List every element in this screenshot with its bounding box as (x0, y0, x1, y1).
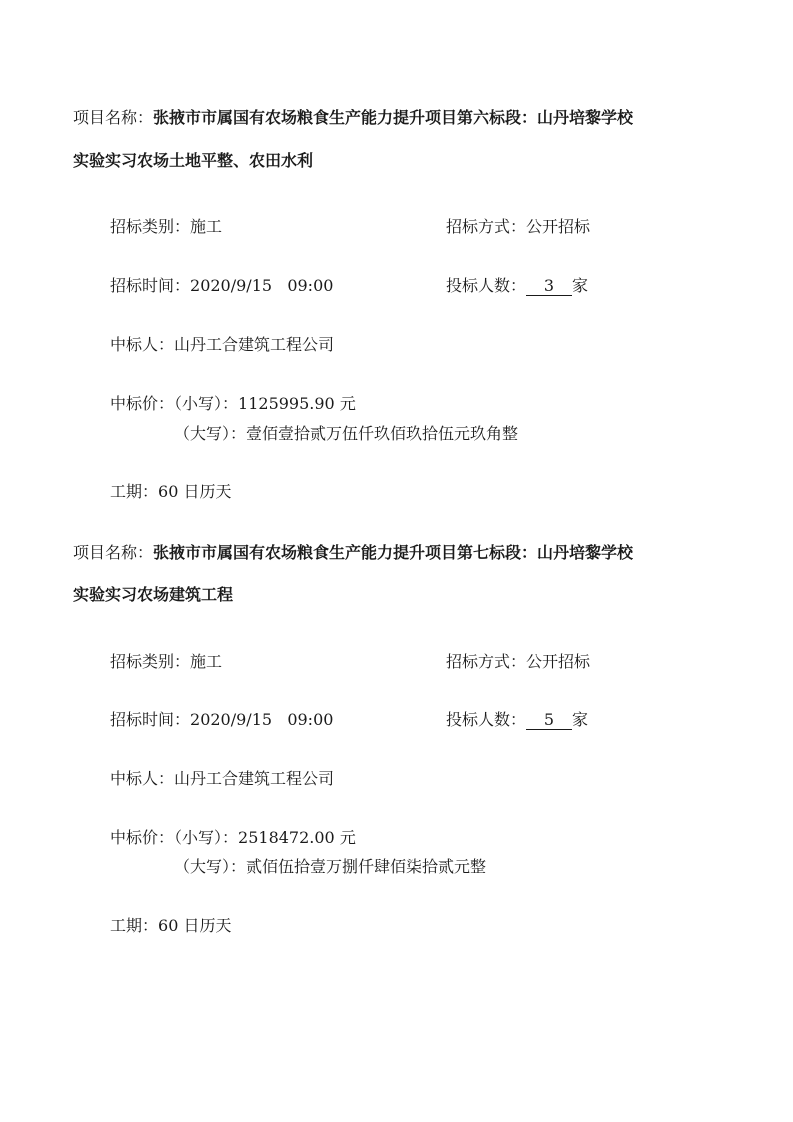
project-title (73, 108, 633, 128)
bid-category-label: 招标类别： (110, 217, 191, 236)
price-small-label: （小写）： (174, 828, 239, 847)
winning-price-big (174, 424, 518, 444)
construction-period-value: 60 日历天 (158, 482, 232, 501)
price-big-label: （大写）： (174, 424, 247, 443)
price-small-value: 1125995.90 元 (238, 394, 356, 413)
bid-time-label: 招标时间： (110, 276, 191, 295)
bid-category-value: 施工 (190, 217, 223, 236)
bid-time-value: 2020/9/15 09:00 (190, 710, 334, 729)
bid-time (110, 276, 333, 296)
project-title-label: 项目名称： (73, 108, 154, 127)
winning-bidder-value: 山丹工合建筑工程公司 (174, 769, 335, 788)
construction-period-value: 60 日历天 (158, 916, 232, 935)
bidders-count-unit: 家 (572, 710, 589, 729)
price-big-label: （大写）： (174, 857, 247, 876)
winning-price-small (110, 394, 356, 414)
winning-bidder-label: 中标人： (110, 769, 175, 788)
bid-category (110, 217, 222, 237)
bid-method-label: 招标方式： (446, 652, 527, 671)
project-title-continued: 实验实习农场土地平整、农田水利 (73, 151, 314, 170)
project-title-continued: 实验实习农场建筑工程 (73, 585, 234, 604)
bid-method (446, 652, 590, 672)
bid-category-value: 施工 (190, 652, 223, 671)
bidders-count (446, 710, 588, 730)
winning-price-big (174, 857, 486, 877)
bid-method-label: 招标方式： (446, 217, 527, 236)
project-title-value: 张掖市市属国有农场粮食生产能力提升项目第七标段：山丹培黎学校 (153, 543, 634, 562)
bid-method-value: 公开招标 (526, 217, 591, 236)
winning-price-label: 中标价： (110, 394, 175, 413)
bidders-count-value: 3 (526, 277, 572, 296)
price-small-label: （小写）： (174, 394, 239, 413)
bid-time-label: 招标时间： (110, 710, 191, 729)
bid-method-value: 公开招标 (526, 652, 591, 671)
construction-period-label: 工期： (110, 916, 159, 935)
bid-category-label: 招标类别： (110, 652, 191, 671)
bid-method (446, 217, 590, 237)
construction-period (110, 916, 231, 936)
bidders-count (446, 276, 588, 296)
bid-category (110, 652, 222, 672)
winning-bidder-value: 山丹工合建筑工程公司 (174, 335, 335, 354)
bidders-count-value: 5 (526, 711, 572, 730)
bid-time (110, 710, 333, 730)
winning-bidder-label: 中标人： (110, 335, 175, 354)
winning-price-small (110, 828, 356, 848)
price-small-value: 2518472.00 元 (238, 828, 356, 847)
price-big-value: 壹佰壹拾贰万伍仟玖佰玖拾伍元玖角整 (246, 424, 519, 443)
bidders-count-label: 投标人数： (446, 276, 527, 295)
bidders-count-label: 投标人数： (446, 710, 527, 729)
winning-bidder (110, 769, 334, 789)
construction-period-label: 工期： (110, 482, 159, 501)
winning-price-label: 中标价： (110, 828, 175, 847)
project-title (73, 543, 633, 563)
project-title-value: 张掖市市属国有农场粮食生产能力提升项目第六标段：山丹培黎学校 (153, 108, 634, 127)
project-title-label: 项目名称： (73, 543, 154, 562)
winning-bidder (110, 335, 334, 355)
price-big-value: 贰佰伍拾壹万捌仟肆佰柒拾贰元整 (246, 857, 487, 876)
bidders-count-unit: 家 (572, 276, 589, 295)
bid-time-value: 2020/9/15 09:00 (190, 276, 334, 295)
construction-period (110, 482, 231, 502)
